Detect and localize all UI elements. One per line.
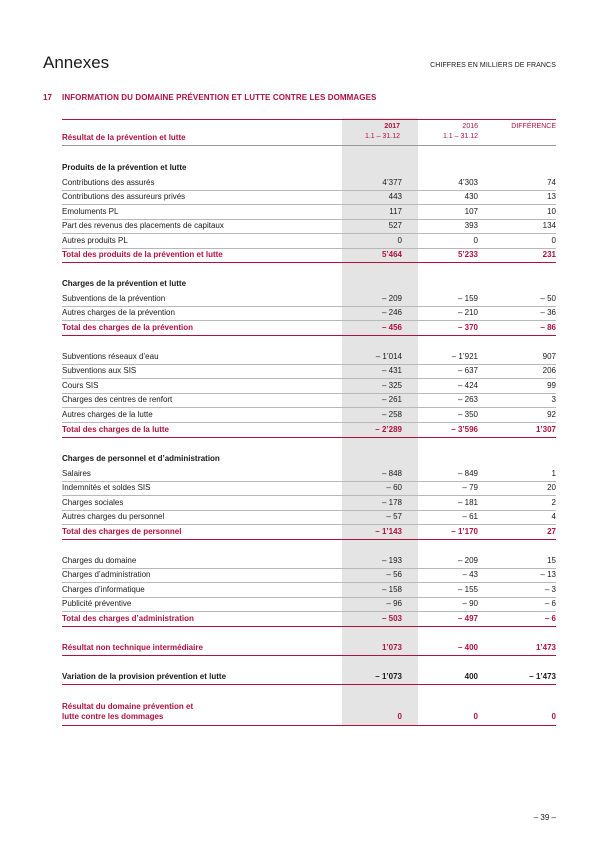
- row-label: Subventions de la prévention: [62, 294, 166, 303]
- row-value-difference: 13: [547, 192, 556, 201]
- row-value-2016: 430: [464, 192, 478, 201]
- final-label-line2: lutte contre les dommages: [62, 712, 164, 721]
- page-title: Annexes: [43, 53, 110, 72]
- row-value-difference: 27: [547, 527, 556, 536]
- row-value-difference: – 36: [540, 308, 556, 317]
- row-value-2017: – 56: [386, 570, 402, 579]
- row-value-difference: 3: [551, 395, 556, 404]
- table-row: [62, 392, 556, 408]
- row-value-2017: – 503: [381, 614, 402, 623]
- row-label: Charges d’administration: [62, 570, 151, 579]
- row-value-2016: – 61: [462, 512, 478, 521]
- row-value-2017: – 158: [381, 585, 402, 594]
- row-value-difference: 231: [542, 250, 556, 259]
- row-value-difference: 99: [547, 381, 556, 390]
- row-value-2016: – 637: [457, 366, 478, 375]
- section-title: INFORMATION DU DOMAINE PRÉVENTION ET LUTTE CONTRE LES DOMMAGES: [62, 93, 377, 102]
- final-label-line1: Résultat du domaine prévention et: [62, 702, 194, 711]
- row-label: Autres produits PL: [62, 236, 128, 245]
- row-value-2016: 107: [464, 207, 478, 216]
- row-value-difference: – 6: [544, 599, 556, 608]
- row-value-difference: – 50: [540, 294, 556, 303]
- row-value-2016: – 400: [457, 643, 478, 652]
- row-label: Total des charges de personnel: [62, 527, 182, 536]
- row-value-2016: – 3’596: [451, 425, 478, 434]
- final-difference: 0: [551, 712, 556, 721]
- table-total-row: [62, 320, 556, 336]
- row-value-2017: 1’073: [381, 643, 402, 652]
- row-value-difference: 15: [547, 556, 556, 565]
- row-value-difference: – 86: [540, 323, 556, 332]
- row-value-difference: 4: [551, 512, 556, 521]
- table-row: [62, 305, 556, 321]
- row-label: Charges des centres de renfort: [62, 395, 173, 404]
- row-value-2016: – 370: [457, 323, 478, 332]
- page-number: – 39 –: [533, 813, 556, 822]
- row-value-2016: – 43: [462, 570, 478, 579]
- row-label: Autres charges du personnel: [62, 512, 165, 521]
- row-value-difference: – 1’473: [529, 672, 556, 681]
- row-value-difference: 206: [542, 366, 556, 375]
- row-value-difference: 74: [547, 178, 556, 187]
- row-label: Total des produits de la prévention et lutte: [62, 250, 223, 259]
- table-row: [62, 218, 556, 234]
- row-value-2017: – 2’289: [375, 425, 402, 434]
- row-value-difference: 1: [551, 469, 556, 478]
- row-label: Subventions aux SIS: [62, 366, 137, 375]
- col-2016-period: 1.1 – 31.12: [442, 133, 478, 140]
- row-value-2016: – 849: [457, 469, 478, 478]
- row-value-2017: – 456: [381, 323, 402, 332]
- row-value-2016: 4’303: [458, 178, 478, 187]
- row-value-2017: 117: [389, 207, 402, 216]
- row-value-2016: 393: [464, 221, 478, 230]
- row-label: Publicité préventive: [62, 599, 132, 608]
- table-row: [62, 567, 556, 583]
- row-value-2017: – 261: [381, 395, 402, 404]
- col-difference: DIFFÉRENCE: [511, 123, 556, 130]
- table-row: [62, 480, 556, 496]
- row-label: Charges de la prévention et lutte: [62, 279, 187, 288]
- row-label: Total des charges de la lutte: [62, 425, 169, 434]
- row-label: Total des charges d’administration: [62, 614, 194, 623]
- row-label: Variation de la provision prévention et lutte: [62, 672, 227, 681]
- row-label: Charges sociales: [62, 498, 124, 507]
- row-value-2016: – 155: [457, 585, 478, 594]
- row-value-2017: – 60: [386, 483, 402, 492]
- row-label: Autres charges de la prévention: [62, 308, 175, 317]
- row-value-difference: 1’307: [535, 425, 556, 434]
- row-value-2016: 5’233: [457, 250, 478, 259]
- row-value-2017: – 209: [381, 294, 402, 303]
- table-total-row: [62, 422, 556, 438]
- row-label: Contributions des assureurs privés: [62, 192, 186, 201]
- row-label: Cours SIS: [62, 381, 99, 390]
- row-value-2016: – 159: [457, 294, 478, 303]
- table-total-row: [62, 611, 556, 627]
- row-label: Total des charges de la prévention: [62, 323, 193, 332]
- col-2017-year: 2017: [384, 123, 400, 130]
- row-label: Salaires: [62, 469, 91, 478]
- row-label: Charges d’informatique: [62, 585, 145, 594]
- col-2016-year: 2016: [462, 123, 478, 130]
- table-row: [62, 509, 556, 525]
- row-label: Autres charges de la lutte: [62, 410, 153, 419]
- col-2017-period: 1.1 – 31.12: [364, 133, 400, 140]
- row-value-2017: – 258: [381, 410, 402, 419]
- row-label: Indemnités et soldes SIS: [62, 483, 151, 492]
- table-head-label: Résultat de la prévention et lutte: [62, 133, 186, 142]
- row-label: Emoluments PL: [62, 207, 119, 216]
- row-value-2016: – 210: [457, 308, 478, 317]
- final-2017: 0: [397, 712, 402, 721]
- table-section-heading: [62, 276, 556, 291]
- table-row: [62, 407, 556, 423]
- row-value-2017: 527: [388, 221, 402, 230]
- row-value-2017: – 193: [381, 556, 402, 565]
- row-value-difference: 134: [542, 221, 556, 230]
- row-value-difference: 2: [551, 498, 556, 507]
- row-value-2016: – 90: [462, 599, 478, 608]
- row-value-2017: – 96: [386, 599, 402, 608]
- table-total-row: [62, 640, 556, 656]
- row-value-2017: – 57: [386, 512, 402, 521]
- table-head-rule: [62, 145, 556, 146]
- row-value-2016: – 1’170: [451, 527, 478, 536]
- units-note: CHIFFRES EN MILLIERS DE FRANCS: [430, 62, 556, 69]
- row-value-difference: 0: [551, 236, 556, 245]
- row-value-difference: 20: [547, 483, 556, 492]
- row-label: Résultat non technique intermédiaire: [62, 643, 203, 652]
- row-label: Produits de la prévention et lutte: [62, 163, 187, 172]
- final-2016: 0: [473, 712, 478, 721]
- row-value-difference: 1’473: [535, 643, 556, 652]
- row-value-2017: – 431: [381, 366, 402, 375]
- row-value-2016: – 181: [457, 498, 478, 507]
- row-value-2016: – 1’921: [451, 352, 478, 361]
- table-section-heading: [62, 160, 556, 175]
- row-value-2016: 400: [464, 672, 478, 681]
- row-value-2016: 0: [473, 236, 478, 245]
- row-label: Charges du domaine: [62, 556, 137, 565]
- table-section-heading: [62, 451, 556, 466]
- table-total-row: [62, 524, 556, 540]
- table-top-rule: [62, 119, 556, 120]
- row-value-2017: – 1’073: [375, 672, 402, 681]
- row-value-difference: – 6: [544, 614, 556, 623]
- table-row: [62, 669, 556, 685]
- row-value-2017: – 848: [381, 469, 402, 478]
- row-value-2017: – 325: [381, 381, 402, 390]
- row-value-difference: – 3: [544, 585, 556, 594]
- row-value-2016: – 209: [457, 556, 478, 565]
- row-value-2017: – 246: [381, 308, 402, 317]
- table-total-row: [62, 247, 556, 263]
- table-row: [62, 189, 556, 205]
- row-value-2016: – 424: [457, 381, 478, 390]
- row-value-2016: – 79: [462, 483, 478, 492]
- row-value-2016: – 350: [457, 410, 478, 419]
- final-result-row: [62, 700, 556, 726]
- row-value-2017: – 1’014: [375, 352, 402, 361]
- section-number: 17: [43, 93, 52, 102]
- row-value-2017: – 1’143: [375, 527, 402, 536]
- row-value-difference: 10: [547, 207, 556, 216]
- row-label: Charges de personnel et d’administration: [62, 454, 220, 463]
- row-value-2017: 5’464: [381, 250, 402, 259]
- row-label: Subventions réseaux d’eau: [62, 352, 159, 361]
- row-value-2017: 443: [388, 192, 402, 201]
- table-row: [62, 596, 556, 612]
- row-value-2017: – 178: [381, 498, 402, 507]
- row-value-2017: 4’377: [382, 178, 402, 187]
- row-value-difference: 907: [542, 352, 556, 361]
- row-value-difference: 92: [547, 410, 556, 419]
- row-value-2016: – 497: [457, 614, 478, 623]
- row-label: Contributions des assurés: [62, 178, 155, 187]
- row-value-2017: 0: [397, 236, 402, 245]
- table-row: [62, 363, 556, 379]
- row-value-2016: – 263: [457, 395, 478, 404]
- row-label: Part des revenus des placements de capitaux: [62, 221, 224, 230]
- row-value-difference: – 13: [540, 570, 556, 579]
